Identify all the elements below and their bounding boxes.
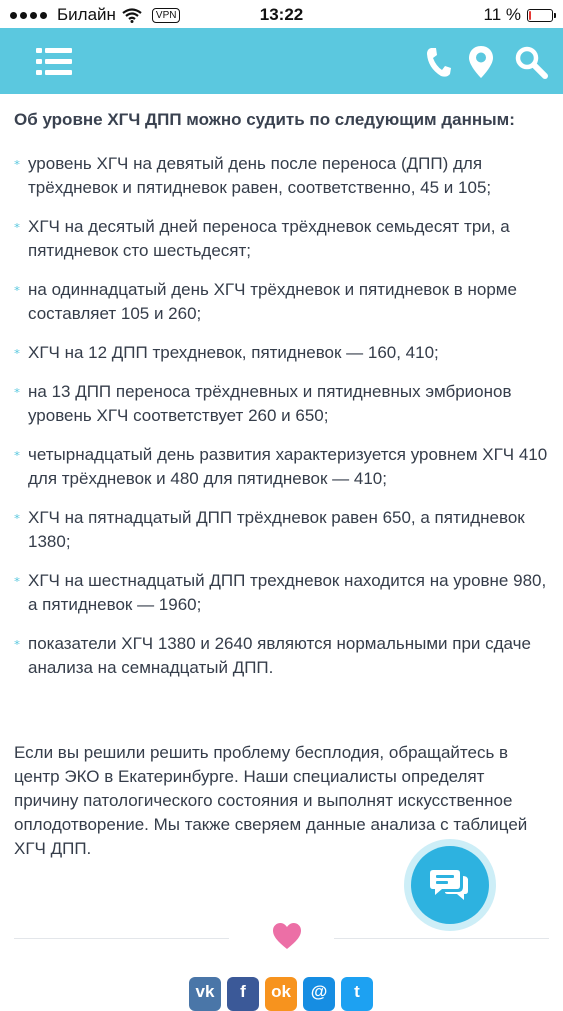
bullet-marker: ⁎ [14,445,20,459]
article-content [14,108,549,695]
chat-bubbles-icon [430,867,470,903]
search-icon[interactable] [511,42,551,82]
odnoklassniki-share-button[interactable] [265,977,297,1011]
twitter-icon: t [354,982,360,1001]
list-item-text: ХГЧ на 12 ДПП трехдневок, пятидневок — 160, 410; [28,343,439,362]
facebook-icon: f [240,982,246,1001]
list-item [14,506,549,554]
bullet-marker: ⁎ [14,217,20,231]
article-closing: Если вы решили решить проблему бесплодия, обращайтесь в центр ЭКО в Екатеринбурге. Наши специалисты определят причину патологического состояния и выполнят искусственное оплодотворение. Мы также сверяем данные анализа с таблицей ХГЧ ДПП. [14,743,528,858]
list-item-text: на 13 ДПП переноса трёхдневных и пятидневных эмбрионов уровень ХГЧ соответствует 260 и 650; [28,382,512,425]
battery-percent: 11 % [483,5,521,24]
divider-right [334,938,549,939]
site-header [0,28,563,94]
bullet-marker: ⁎ [14,280,20,294]
bullet-marker: ⁎ [14,508,20,522]
facebook-share-button[interactable] [227,977,259,1011]
menu-icon[interactable] [34,42,74,82]
bullet-marker: ⁎ [14,154,20,168]
location-pin-icon[interactable] [461,42,501,82]
list-item-text: уровень ХГЧ на девятый день после переноса (ДПП) для трёхдневок и пятидневок равен, соответственно, 45 и 105; [28,154,492,197]
bullet-marker: ⁎ [14,343,20,357]
heart-icon [272,922,302,950]
status-bar [0,0,563,28]
vpn-badge: VPN [152,8,181,23]
hcg-list [14,152,549,680]
article-lead: Об уровне ХГЧ ДПП можно судить по следующим данным: [14,110,515,129]
bullet-marker: ⁎ [14,571,20,585]
status-right [484,5,554,25]
clock: 13:22 [259,5,304,24]
battery-fill [529,11,531,20]
twitter-share-button[interactable] [341,977,373,1011]
bullet-marker: ⁎ [14,382,20,396]
list-item [14,443,549,491]
list-item [14,278,549,326]
phone-icon[interactable] [418,42,458,82]
list-item-text: на одиннадцатый день ХГЧ трёхдневок и пятидневок в норме составляет 105 и 260; [28,280,517,323]
list-item [14,569,549,617]
battery-icon [527,9,553,22]
list-item [14,341,549,365]
divider-left [14,938,229,939]
odnoklassniki-icon: ok [271,982,291,1001]
list-item-text: ХГЧ на десятый дней переноса трёхдневок семьдесят три, а пятидневок сто шестьдесят; [28,217,510,260]
moimir-share-button[interactable] [303,977,335,1011]
chat-button-inner[interactable] [411,846,489,924]
list-item-text: четырнадцатый день развития характеризуется уровнем ХГЧ 410 для трёхдневок и 480 для пятидневок — 410; [28,445,548,488]
vk-share-button[interactable] [189,977,221,1011]
vk-icon: vk [195,982,215,1001]
carrier-name: Билайн [57,5,116,24]
list-item [14,380,549,428]
bullet-marker: ⁎ [14,634,20,648]
chat-button[interactable] [404,839,496,931]
list-item [14,632,549,680]
list-item-text: показатели ХГЧ 1380 и 2640 являются нормальными при сдаче анализа на семнадцатый ДПП. [28,634,531,677]
list-item [14,215,549,263]
moimir-icon: @ [310,982,328,1001]
list-item [14,152,549,200]
list-item-text: ХГЧ на пятнадцатый ДПП трёхдневок равен 650, а пятидневок 1380; [28,508,525,551]
list-item-text: ХГЧ на шестнадцатый ДПП трехдневок находится на уровне 980, а пятидневок — 1960; [28,571,547,614]
